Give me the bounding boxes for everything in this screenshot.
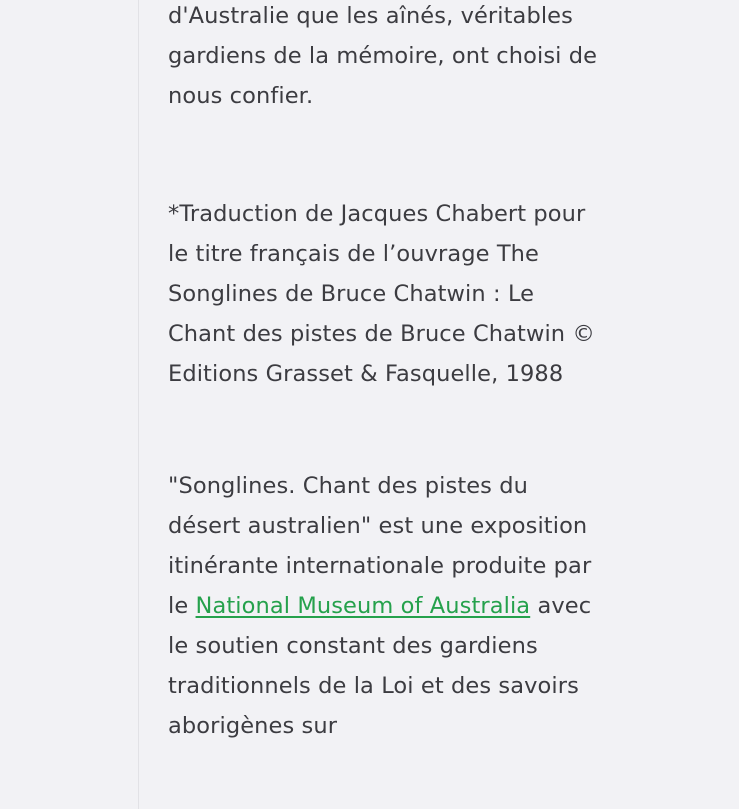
paragraph-exhibition (168, 466, 598, 746)
paragraph-spacer (168, 116, 598, 194)
paragraph-spacer (168, 394, 598, 466)
exhibition-tail-text: avec le soutien constant des gardiens traditionnels de la Loi et des savoirs aborigènes sur (168, 593, 592, 739)
article-body (168, 0, 598, 746)
left-margin-rule (138, 0, 139, 809)
exhibition-lead-text: "Songlines. Chant des pistes du désert australien" est une exposition itinérante internationale produite par le (168, 473, 592, 619)
paragraph-intro-continuation: d'Australie que les aînés, véritables gardiens de la mémoire, ont choisi de nous confier. (168, 3, 598, 109)
national-museum-of-australia-link[interactable]: National Museum of Australia (195, 593, 531, 619)
paragraph-translation-credit: *Traduction de Jacques Chabert pour le titre français de l’ouvrage The Songlines de Bruce Chatwin : Le Chant des pistes de Bruce Chatwin © Editions Grasset & Fasquelle, 1988 (168, 201, 596, 387)
